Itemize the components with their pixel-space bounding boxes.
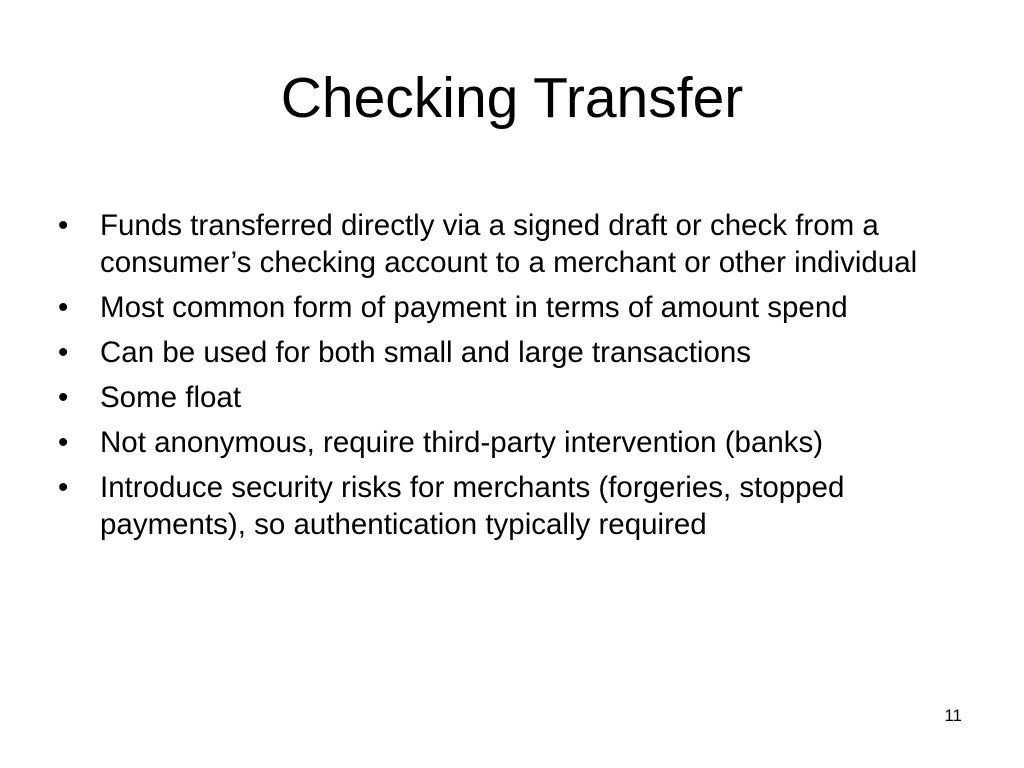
bullet-text: Can be used for both small and large transactions [100, 336, 752, 369]
bullet-item [56, 469, 976, 543]
page-number: 11 [944, 706, 962, 725]
bullet-text: Funds transferred directly via a signed draft or check from a consumer’s checking account to a merchant or other individual [100, 209, 918, 279]
bullet-icon: • [58, 209, 69, 242]
slide-title: Checking Transfer [280, 66, 744, 130]
bullet-text: Introduce security risks for merchants (forgeries, stopped payments), so authentication typically required [100, 471, 845, 541]
bullet-item [56, 379, 976, 416]
bullet-text: Not anonymous, require third-party intervention (banks) [100, 426, 824, 459]
bullet-item [56, 424, 976, 461]
bullet-icon: • [58, 471, 69, 504]
bullet-item [56, 289, 976, 326]
bullet-item [56, 334, 976, 371]
bullet-icon: • [58, 381, 69, 414]
bullet-text: Some float [100, 381, 242, 414]
bullet-icon: • [58, 426, 69, 459]
bullet-text: Most common form of payment in terms of amount spend [100, 291, 848, 324]
bullet-icon: • [58, 336, 69, 369]
bullet-list [56, 207, 976, 551]
bullet-item [56, 207, 976, 281]
bullet-icon: • [58, 291, 69, 324]
